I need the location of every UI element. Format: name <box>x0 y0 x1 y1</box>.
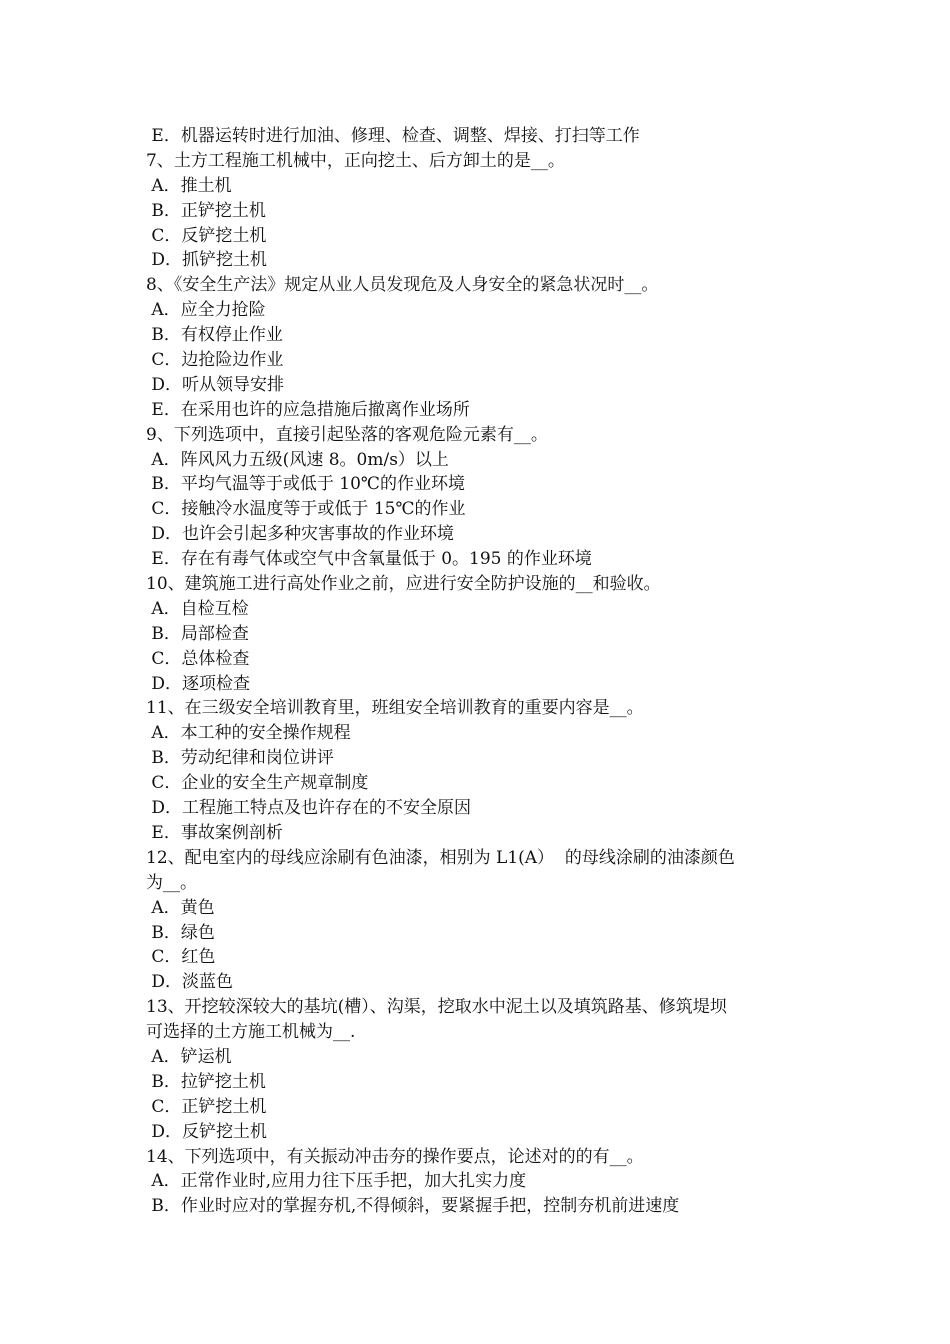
option-line: A．阵风风力五级(风速 8。0m/s）以上 <box>146 449 449 470</box>
option-line: A．本工种的安全操作规程 <box>146 723 351 744</box>
option-line: B．平均气温等于或低于 10℃的作业环境 <box>146 474 465 495</box>
option-line: C．正铲挖土机 <box>146 1096 267 1117</box>
question-line: 10、建筑施工进行高处作业之前，应进行安全防护设施的__和验收。 <box>146 574 661 595</box>
option-line: D．听从领导安排 <box>146 374 285 395</box>
question-line: 7、土方工程施工机械中，正向挖土、后方卸土的是__。 <box>146 150 565 171</box>
option-line: B．绿色 <box>146 922 215 943</box>
option-line: C．边抢险边作业 <box>146 350 284 371</box>
option-line: B．拉铲挖土机 <box>146 1071 266 1092</box>
question-line: 为__。 <box>146 872 197 893</box>
question-line: 11、在三级安全培训教育里，班组安全培训教育的重要内容是__。 <box>146 698 644 719</box>
option-line: D．逐项检查 <box>146 673 251 694</box>
option-line: A．铲运机 <box>146 1046 232 1067</box>
option-line: A．自检互检 <box>146 598 249 619</box>
question-line: 可选择的土方施工机械为__. <box>146 1022 356 1043</box>
option-line: E．机器运转时进行加油、修理、检查、调整、焊接、打扫等工作 <box>146 126 640 146</box>
option-line: A．黄色 <box>146 897 215 918</box>
option-line: C．企业的安全生产规章制度 <box>146 773 369 794</box>
option-line: D．抓铲挖土机 <box>146 250 268 271</box>
document-body <box>146 124 811 1219</box>
question-line: 8、《安全生产法》规定从业人员发现危及人身安全的紧急状况时__。 <box>146 275 659 296</box>
option-line: D．反铲挖土机 <box>146 1121 268 1142</box>
option-line: A．推土机 <box>146 175 232 196</box>
question-line: 12、配电室内的母线应涂刷有色油漆，相别为 L1(A） 的母线涂刷的油漆颜色 <box>146 847 735 868</box>
option-line: E．存在有毒气体或空气中含氧量低于 0。195 的作业环境 <box>146 549 592 570</box>
option-line: C．总体检查 <box>146 648 250 669</box>
option-line: B．作业时应对的掌握夯机,不得倾斜，要紧握手把，控制夯机前进速度 <box>146 1196 680 1217</box>
option-line: E．事故案例剖析 <box>146 822 283 843</box>
option-line: C．接触冷水温度等于或低于 15℃的作业 <box>146 499 466 520</box>
option-line: A．应全力抢险 <box>146 300 266 321</box>
question-line: 14、下列选项中，有关振动冲击夯的操作要点，论述对的的有__。 <box>146 1146 644 1167</box>
option-line: B．劳动纪律和岗位讲评 <box>146 748 334 769</box>
option-line: C．反铲挖土机 <box>146 225 267 246</box>
option-line: B．正铲挖土机 <box>146 200 266 221</box>
option-line: C．红色 <box>146 947 216 968</box>
option-line: D．工程施工特点及也许存在的不安全原因 <box>146 798 472 819</box>
option-line: E．在采用也许的应急措施后撤离作业场所 <box>146 399 470 420</box>
option-line: D．淡蓝色 <box>146 972 234 993</box>
question-line: 9、下列选项中，直接引起坠落的客观危险元素有__。 <box>146 424 548 445</box>
option-line: D．也许会引起多种灾害事故的作业环境 <box>146 524 455 545</box>
option-line: A．正常作业时,应用力往下压手把，加大扎实力度 <box>146 1171 527 1192</box>
question-line: 13、开挖较深较大的基坑(槽）、沟渠，挖取水中泥土以及填筑路基、修筑堤坝 <box>146 997 727 1018</box>
option-line: B．有权停止作业 <box>146 325 283 346</box>
option-line: B．局部检查 <box>146 623 249 644</box>
